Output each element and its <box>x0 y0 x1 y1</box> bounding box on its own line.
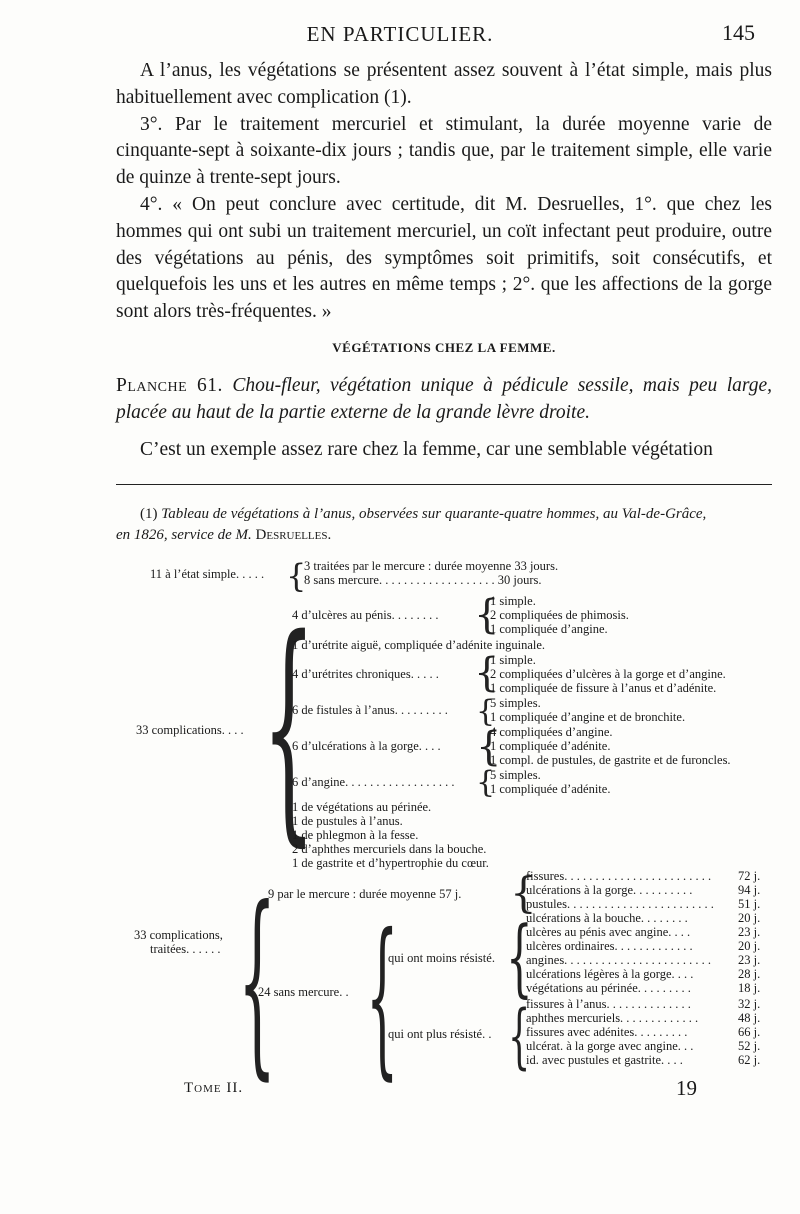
group-item: 5 simples. <box>490 768 541 782</box>
single-item: 1 de pustules à l’anus. <box>292 814 403 828</box>
mercury-label: 9 par le mercure : durée moyenne 57 j. <box>268 887 462 901</box>
single-item: 1 de phlegmon à la fesse. <box>292 828 419 842</box>
group-item: 1 compliquée d’adénite. <box>490 739 611 753</box>
treated-label-2: traitées. . . . . . <box>150 942 221 956</box>
group-urethritis-acute: 1 d’urétrite aiguë, compliquée d’adénite inguinale. <box>292 638 546 652</box>
mercury-row: fissures. . . . . . . . . . . . . . . . . . . . . . . . <box>526 869 712 883</box>
mercury-days: 72 j. <box>738 869 761 883</box>
footnote-rule <box>116 484 772 485</box>
less-days: 20 j. <box>738 911 761 925</box>
more-days: 52 j. <box>738 1039 761 1053</box>
less-resisted-label: qui ont moins résisté. <box>388 951 495 965</box>
less-row: angines. . . . . . . . . . . . . . . . . . . . . . . . <box>526 953 712 967</box>
single-item: 2 d’aphthes mercuriels dans la bouche. <box>292 842 487 856</box>
mercury-days: 94 j. <box>738 883 761 897</box>
paragraph-rare-example: C’est un exemple assez rare chez la femme, car une semblable végétation <box>140 439 713 460</box>
page-number: 145 <box>722 20 755 45</box>
paragraph-anus: A l’anus, les végétations se présentent assez souvent à l’état simple, mais plus habituellement avec complication (1). <box>116 60 772 108</box>
volume-label: Tome II. <box>184 1080 244 1096</box>
group-item: 4 compliquées d’angine. <box>490 725 613 739</box>
group-item: 1 simple. <box>490 594 536 608</box>
more-row: aphthes mercuriels. . . . . . . . . . . . . <box>526 1011 699 1025</box>
group-item: 1 compliquée d’angine. <box>490 622 608 636</box>
less-row: ulcérations légères à la gorge. . . . <box>526 967 694 981</box>
simple-row: 8 sans mercure. . . . . . . . . . . . . . . . . . . 30 jours. <box>304 573 542 587</box>
less-days: 23 j. <box>738 953 761 967</box>
more-days: 62 j. <box>738 1053 761 1067</box>
more-row: fissures avec adénites. . . . . . . . . <box>526 1025 688 1039</box>
simple-row: 3 traitées par le mercure : durée moyenne 33 jours. <box>304 559 559 573</box>
group-item: 1 compliquée de fissure à l’anus et d’adénite. <box>490 681 717 695</box>
footnote-line2: en 1826, service de M. <box>116 527 252 543</box>
plate-text: Chou-fleur, végétation unique à pédicule sessile, mais peu large, placée au haut de la partie externe de la grande lèvre droite. <box>116 375 773 423</box>
less-row: ulcères au pénis avec angine. . . . <box>526 925 691 939</box>
brace-group: { <box>474 650 500 696</box>
less-days: 28 j. <box>738 967 761 981</box>
footnote-author: Desruelles. <box>255 527 332 543</box>
paragraph-duration: 3°. Par le traitement mercuriel et stimulant, la durée moyenne varie de cinquante-sept à soixante-dix jours ; tandis que, par le traitement simple, elle varie de quinze à trente-sept jours. <box>116 113 772 189</box>
group-fistulas: 6 de fistules à l’anus. . . . . . . . . <box>292 703 448 717</box>
paragraph-conclusion: 4°. « On peut conclure avec certitude, dit M. Desruelles, 1°. que chez les hommes qui ont subi un traitement mercuriel, un coït infectant peut produire, outre des végétations au pénis, des symptômes soit primitifs, soit consécutifs, et quelquefois les uns et les autres en même temps ; 2°. que les affections de la gorge sont alors très-fréquentes. » <box>116 193 772 323</box>
brace-treated: { <box>238 865 277 1098</box>
more-days: 32 j. <box>738 997 761 1011</box>
group-item: 2 compliquées d’ulcères à la gorge et d’angine. <box>490 667 726 681</box>
group-item: 1 compliquée d’adénite. <box>490 782 611 796</box>
footnote-title: Tableau de végétations à l’anus, observées sur quarante-quatre hommes, au Val-de-Grâce, <box>161 506 707 522</box>
less-days: 18 j. <box>738 981 761 995</box>
footnote-heading <box>116 504 772 546</box>
more-row: ulcérat. à la gorge avec angine. . . <box>526 1039 694 1053</box>
brace-group: { <box>476 694 496 729</box>
more-days: 66 j. <box>738 1025 761 1039</box>
brace-less: { <box>506 908 533 1006</box>
section-subheading: VÉGÉTATIONS CHEZ LA FEMME. <box>332 340 556 355</box>
simple-state-label: 11 à l’état simple. . . . . <box>150 567 265 581</box>
more-resisted-label: qui ont plus résisté. . <box>388 1027 492 1041</box>
brace-group: { <box>476 724 502 770</box>
group-item: 5 simples. <box>490 696 541 710</box>
brace-simple: { <box>286 557 307 595</box>
more-days: 48 j. <box>738 1011 761 1025</box>
plate-description <box>116 373 772 427</box>
less-row: végétations au périnée. . . . . . . . . <box>526 981 691 995</box>
single-item: 1 de végétations au périnée. <box>292 800 432 814</box>
brace-complications: { <box>262 587 316 867</box>
footnote-marker: (1) <box>140 506 158 522</box>
signature-mark: 19 <box>676 1076 697 1100</box>
less-days: 23 j. <box>738 925 761 939</box>
group-item: 1 simple. <box>490 653 536 667</box>
main-text <box>116 58 772 326</box>
group-angina: 6 d’angine. . . . . . . . . . . . . . . . . . <box>292 775 455 789</box>
no-mercury-label: 24 sans mercure. . <box>258 985 349 999</box>
single-item: 1 de gastrite et d’hypertrophie du cœur. <box>292 856 489 870</box>
mercury-row: pustules. . . . . . . . . . . . . . . . . . . . . . . . <box>526 897 714 911</box>
group-ulcers-penis: 4 d’ulcères au pénis. . . . . . . . <box>292 608 439 622</box>
running-title: EN PARTICULIER. <box>306 22 494 46</box>
brace-no-mercury: { <box>366 898 399 1096</box>
brace-more: { <box>508 995 531 1077</box>
group-throat-ulcers: 6 d’ulcérations à la gorge. . . . <box>292 739 441 753</box>
brace-group: { <box>474 592 500 638</box>
complications-label: 33 complications. . . . <box>136 723 244 737</box>
group-urethritis-chronic: 4 d’urétrites chroniques. . . . . <box>292 667 439 681</box>
treated-label: 33 complications, <box>134 928 223 942</box>
less-row: ulcères ordinaires. . . . . . . . . . . . . <box>526 939 693 953</box>
brace-group: { <box>476 765 496 800</box>
group-item: 1 compl. de pustules, de gastrite et de furoncles. <box>490 753 731 767</box>
brace-mercury: { <box>510 868 537 917</box>
more-row: id. avec pustules et gastrite. . . . <box>526 1053 683 1067</box>
group-item: 1 compliquée d’angine et de bronchite. <box>490 710 686 724</box>
plate-label: Planche 61. <box>116 375 223 396</box>
mercury-row: ulcérations à la gorge. . . . . . . . . . <box>526 883 693 897</box>
less-row: ulcérations à la bouche. . . . . . . . <box>526 911 688 925</box>
mercury-days: 51 j. <box>738 897 761 911</box>
less-days: 20 j. <box>738 939 761 953</box>
group-item: 2 compliquées de phimosis. <box>490 608 629 622</box>
more-row: fissures à l’anus. . . . . . . . . . . . . . <box>526 997 691 1011</box>
